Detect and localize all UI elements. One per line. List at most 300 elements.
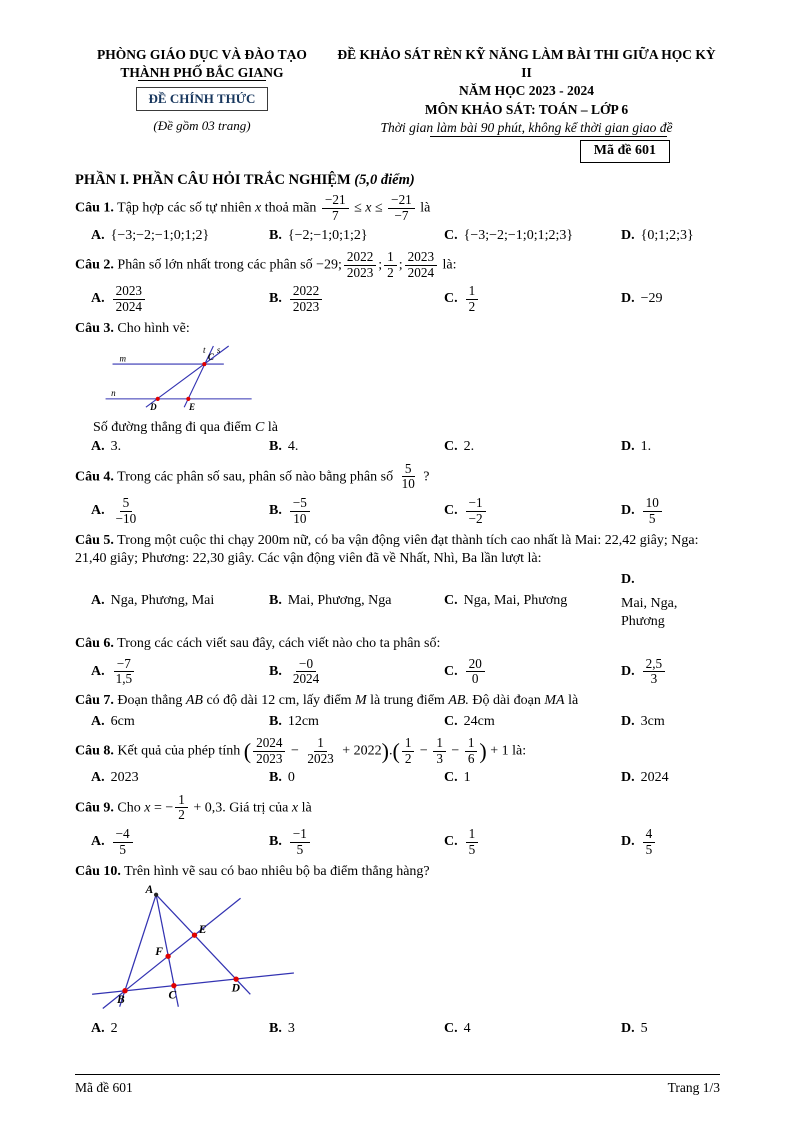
- fraction: [433, 736, 446, 767]
- numerator: 20: [466, 657, 485, 673]
- option-letter: C.: [444, 592, 458, 608]
- question-1-options: [75, 227, 720, 245]
- option-a: [91, 1020, 269, 1038]
- option-text: 2023: [110, 770, 139, 786]
- denominator: 5: [645, 841, 653, 857]
- left-paren: (: [243, 738, 252, 764]
- stem-text: là:: [442, 257, 457, 273]
- question-1-stem: [75, 192, 720, 225]
- stem-text: thoả mãn: [264, 200, 317, 216]
- option-letter: D.: [621, 291, 635, 307]
- point-d-label: D: [231, 982, 241, 995]
- section-title: [75, 172, 720, 189]
- numerator: 2022: [344, 250, 376, 266]
- point-d-label: D: [150, 402, 157, 413]
- fraction: [304, 736, 336, 767]
- question-label: Câu 9.: [75, 800, 114, 816]
- option-text: 12cm: [287, 713, 319, 729]
- option-b: [269, 826, 444, 859]
- stem-text: Độ dài đoạn: [472, 693, 541, 709]
- fraction: [322, 193, 349, 224]
- math-op: + 2022: [342, 743, 382, 759]
- stem-text: Phân số lớn nhất trong các phân số −29;: [117, 257, 342, 273]
- option-letter: B.: [269, 503, 282, 519]
- numerator: −0: [296, 657, 316, 673]
- math-var: x: [291, 800, 299, 816]
- denominator: 3: [436, 750, 443, 766]
- option-a: [91, 769, 269, 787]
- document-header: [75, 46, 720, 163]
- math-var: C: [254, 420, 265, 436]
- question-10-options: [75, 1020, 720, 1038]
- denominator: 2023: [307, 750, 334, 766]
- stem-text: là: [568, 693, 579, 709]
- option-letter: D.: [621, 834, 635, 850]
- option-text: 2024: [640, 770, 669, 786]
- denominator: 2023: [346, 264, 374, 280]
- numerator: 1: [402, 736, 415, 752]
- option-c: [444, 656, 621, 689]
- question-10-stem: [75, 863, 720, 881]
- option-b: [269, 227, 444, 245]
- denominator: 2024: [407, 264, 435, 280]
- point-c-label: C: [207, 352, 214, 363]
- option-b: [269, 592, 444, 610]
- denominator: 2: [387, 264, 394, 280]
- stem-text: Trên hình vẽ sau có bao nhiêu bộ ba điểm thẳng hàng?: [124, 863, 430, 879]
- question-label: Câu 7.: [75, 693, 114, 709]
- fraction: [643, 827, 656, 858]
- math-op: ≤: [354, 200, 362, 216]
- stem-text: Trong một cuộc thi chạy 200m nữ, có ba vận động viên đạt thành tích cao nhất là Mai: 22,42 giây; Nga: 21,40 giây; Phương: 22,30 giây. Các vận động viên đã về Nhất, Nhì, Ba lần lượt là:: [75, 532, 699, 567]
- option-b: [269, 283, 444, 316]
- option-c: [444, 1020, 621, 1038]
- option-letter: B.: [269, 713, 282, 729]
- numerator: 1: [433, 736, 446, 752]
- option-letter: C.: [444, 713, 458, 729]
- option-text: 2.: [463, 439, 475, 455]
- option-letter: D.: [621, 770, 635, 786]
- option-a: [91, 495, 269, 528]
- denominator: 2: [468, 299, 476, 315]
- option-letter: B.: [269, 439, 282, 455]
- exam-body: [75, 192, 720, 1038]
- stem-text: + 0,3. Giá trị của: [193, 800, 289, 816]
- option-d: [621, 826, 720, 859]
- option-a: [91, 826, 269, 859]
- option-letter: A.: [91, 227, 105, 243]
- stem-text: Trong các phân số sau, phân số nào bằng phân số: [117, 469, 394, 485]
- denominator: 1,5: [115, 671, 133, 687]
- numerator: −4: [113, 827, 133, 843]
- exam-title-line1: ĐỀ KHẢO SÁT RÈN KỸ NĂNG LÀM BÀI THI GIỮA HỌC KỲ II: [337, 47, 716, 81]
- question-5: [75, 532, 720, 632]
- fraction: [466, 657, 485, 688]
- separator: ;: [398, 257, 403, 273]
- option-letter: A.: [91, 439, 105, 455]
- page-footer: [75, 1074, 720, 1096]
- stem-text: Cho: [117, 800, 141, 816]
- option-d: [621, 1020, 720, 1038]
- option-text: Mai, Phương, Nga: [287, 592, 392, 608]
- question-label: Câu 8.: [75, 743, 114, 759]
- department-line1: PHÒNG GIÁO DỤC VÀ ĐÀO TẠO: [97, 47, 307, 62]
- question-3-options: [75, 438, 720, 456]
- math-var: x: [144, 800, 151, 816]
- option-c: [444, 495, 621, 528]
- line-m-label: m: [119, 353, 127, 364]
- option-letter: B.: [269, 770, 282, 786]
- question-3-caption: [75, 420, 720, 436]
- option-text: {−2;−1;0;1;2}: [287, 227, 368, 243]
- option-c: [444, 227, 621, 245]
- option-text: 5: [640, 1021, 648, 1037]
- denominator: 2024: [115, 299, 142, 315]
- option-letter: B.: [269, 227, 282, 243]
- numerator: 2024: [253, 736, 285, 752]
- question-6: [75, 635, 720, 688]
- option-d: [621, 438, 720, 456]
- denominator: 10: [401, 476, 415, 492]
- question-8-stem: [75, 735, 720, 768]
- option-d: [621, 495, 720, 528]
- math-op: −: [419, 743, 428, 759]
- option-letter: A.: [91, 713, 105, 729]
- stem-text: Đoạn thẳng: [117, 693, 183, 709]
- option-letter: C.: [444, 834, 458, 850]
- section-points: (5,0 điểm): [354, 171, 415, 188]
- option-letter: D.: [621, 439, 635, 455]
- denominator: −10: [115, 510, 137, 526]
- option-c: [444, 438, 621, 456]
- figure-lines: [106, 346, 252, 407]
- option-letter: C.: [444, 503, 458, 519]
- denominator: 2023: [292, 299, 320, 315]
- numerator: 1: [465, 736, 478, 752]
- fraction: [466, 827, 479, 858]
- option-d: [621, 571, 720, 632]
- option-letter: A.: [91, 770, 105, 786]
- option-text: 4.: [287, 439, 299, 455]
- question-1: [75, 192, 720, 245]
- figure-q10: [85, 884, 720, 1018]
- math-var: MA: [544, 693, 565, 709]
- question-4-options: [75, 495, 720, 528]
- geometry-figure-lines-through-point: [100, 343, 260, 413]
- math-var: AB: [185, 693, 203, 709]
- option-letter: C.: [444, 1021, 458, 1037]
- option-text: 0: [287, 770, 295, 786]
- left-paren: (: [392, 738, 400, 764]
- option-text: −29: [640, 291, 663, 307]
- denominator: 5: [296, 841, 304, 857]
- fraction: [643, 657, 665, 688]
- option-d: [621, 227, 720, 245]
- option-text: 1: [463, 770, 471, 786]
- fraction: [405, 250, 437, 281]
- option-a: [91, 438, 269, 456]
- option-letter: B.: [269, 1021, 282, 1037]
- option-text: 1.: [640, 439, 652, 455]
- geometry-figure-collinear-points: [85, 884, 325, 1013]
- point-b-label: B: [117, 994, 125, 1007]
- option-text: {0;1;2;3}: [640, 227, 694, 243]
- option-letter: A.: [91, 503, 105, 519]
- question-9-options: [75, 826, 720, 859]
- denominator: 2024: [292, 671, 320, 687]
- point-e-label: E: [198, 924, 207, 937]
- stem-text: là: [420, 200, 431, 216]
- option-letter: D.: [621, 571, 635, 587]
- point-f-label: F: [155, 946, 163, 959]
- department-line2: THÀNH PHỐ BẮC GIANG: [75, 64, 329, 82]
- option-text: 3: [287, 1021, 295, 1037]
- question-4: [75, 461, 720, 528]
- denominator: 10: [293, 510, 307, 526]
- official-exam-box: ĐỀ CHÍNH THỨC: [136, 87, 269, 111]
- stem-text: là: [301, 800, 312, 816]
- denominator: 7: [331, 207, 339, 223]
- right-paren: ): [479, 738, 487, 764]
- fraction: [113, 496, 140, 527]
- question-10: [75, 863, 720, 1039]
- line-s-label: s: [216, 345, 221, 356]
- math-var: M: [354, 693, 367, 709]
- fraction: [466, 496, 486, 527]
- option-text: Nga, Mai, Phương: [463, 592, 568, 608]
- fraction: [113, 284, 145, 315]
- question-3-stem: [75, 320, 720, 338]
- option-c: [444, 592, 621, 610]
- option-text: 4: [463, 1021, 471, 1037]
- exam-title-line2: NĂM HỌC 2023 - 2024: [459, 83, 594, 99]
- option-d: [621, 713, 720, 731]
- exam-title-line3: MÔN KHẢO SÁT: TOÁN – LỚP 6: [424, 101, 629, 117]
- fraction: [643, 496, 662, 527]
- option-c: [444, 283, 621, 316]
- denominator: 2: [178, 807, 185, 823]
- numerator: 4: [643, 827, 656, 843]
- option-letter: C.: [444, 291, 458, 307]
- numerator: 5: [402, 462, 415, 478]
- fraction: [175, 793, 188, 824]
- stem-text: Cho hình vẽ:: [117, 320, 190, 336]
- option-d: [621, 769, 720, 787]
- fraction: [290, 284, 322, 315]
- option-letter: C.: [444, 770, 458, 786]
- math-op: −: [451, 743, 460, 759]
- section-title-text: PHẦN I. PHẦN CÂU HỎI TRẮC NGHIỆM: [75, 171, 355, 188]
- denominator: 5: [648, 510, 656, 526]
- stem-text: là trung điểm: [370, 693, 445, 709]
- right-paren: ): [381, 738, 389, 764]
- question-7-options: [75, 713, 720, 731]
- option-letter: A.: [91, 1021, 105, 1037]
- fraction: [399, 462, 418, 493]
- option-letter: A.: [91, 592, 105, 608]
- fraction: [253, 736, 285, 767]
- numerator: −21: [322, 193, 349, 209]
- fraction: [384, 250, 397, 281]
- question-6-options: [75, 656, 720, 689]
- denominator: −7: [394, 207, 409, 223]
- option-letter: B.: [269, 592, 282, 608]
- header-left: [75, 46, 329, 163]
- math-op: ≤: [374, 200, 383, 216]
- denominator: 5: [119, 841, 126, 857]
- numerator: −1: [466, 496, 486, 512]
- fraction: [113, 827, 133, 858]
- question-label: Câu 6.: [75, 636, 114, 652]
- option-b: [269, 713, 444, 731]
- question-2: [75, 249, 720, 316]
- option-letter: C.: [444, 439, 458, 455]
- option-text: 3.: [110, 439, 122, 455]
- exam-code-box: Mã đề 601: [580, 140, 670, 163]
- numerator: 2023: [405, 250, 437, 266]
- option-text: 24cm: [463, 713, 495, 729]
- math-var: AB.: [448, 693, 469, 709]
- question-label: Câu 1.: [75, 200, 114, 216]
- option-letter: D.: [621, 503, 635, 519]
- line-t-label: t: [202, 345, 206, 356]
- denominator: 6: [467, 750, 475, 766]
- question-3: [75, 320, 720, 457]
- line-n-label: n: [111, 388, 116, 399]
- numerator: 1: [466, 284, 479, 300]
- footer-page-number: Trang 1/3: [667, 1080, 720, 1095]
- numerator: 5: [120, 496, 133, 512]
- option-a: [91, 283, 269, 316]
- caption-text: Số đường thẳng đi qua điểm: [93, 420, 252, 436]
- caption-text: là: [267, 420, 278, 436]
- numerator: 2,5: [643, 657, 665, 673]
- question-label: Câu 4.: [75, 469, 114, 485]
- numerator: 1: [384, 250, 397, 266]
- option-letter: D.: [621, 227, 635, 243]
- denominator: 2: [404, 750, 412, 766]
- option-letter: D.: [621, 1021, 635, 1037]
- numerator: −7: [114, 657, 134, 673]
- option-letter: D.: [621, 713, 635, 729]
- option-letter: C.: [444, 663, 458, 679]
- fraction: [290, 496, 310, 527]
- question-label: Câu 2.: [75, 257, 114, 273]
- option-text: 2: [110, 1021, 118, 1037]
- time-note: Thời gian làm bài 90 phút, không kể thời gian giao đề: [333, 119, 720, 137]
- question-label: Câu 3.: [75, 320, 114, 336]
- math-op: −: [290, 743, 299, 759]
- option-b: [269, 438, 444, 456]
- figure-q3: [100, 343, 720, 418]
- option-text: 6cm: [110, 713, 135, 729]
- point-e-label: E: [189, 402, 196, 413]
- option-b: [269, 656, 444, 689]
- math-op: = −: [153, 800, 174, 816]
- stem-text: Tập hợp các số tự nhiên: [117, 200, 252, 216]
- denominator: 0: [471, 671, 479, 687]
- pages-note: (Đề gồm 03 trang): [153, 117, 251, 133]
- option-c: [444, 826, 621, 859]
- option-a: [91, 227, 269, 245]
- option-b: [269, 495, 444, 528]
- fraction: [465, 736, 478, 767]
- option-letter: A.: [91, 291, 105, 307]
- question-7-stem: [75, 692, 720, 710]
- fraction: [290, 657, 322, 688]
- question-9-stem: [75, 792, 720, 825]
- option-letter: D.: [621, 663, 635, 679]
- stem-text: có độ dài 12 cm, lấy điểm: [206, 693, 352, 709]
- numerator: −1: [290, 827, 310, 843]
- option-b: [269, 769, 444, 787]
- stem-text: ?: [423, 469, 430, 485]
- point-a-label: A: [145, 884, 154, 897]
- question-2-options: [75, 283, 720, 316]
- question-7: [75, 692, 720, 731]
- question-9: [75, 792, 720, 859]
- math-var: x: [365, 200, 372, 216]
- math-op: .: [388, 743, 393, 759]
- question-4-stem: [75, 461, 720, 494]
- option-text: Mai, Nga, Phương: [621, 595, 678, 629]
- fraction: [290, 827, 310, 858]
- header-right: [329, 46, 720, 163]
- stem-text: Kết quả của phép tính: [117, 743, 241, 759]
- option-letter: C.: [444, 227, 458, 243]
- numerator: 10: [643, 496, 662, 512]
- numerator: 1: [314, 736, 327, 752]
- option-letter: A.: [91, 834, 105, 850]
- denominator: 5: [468, 841, 476, 857]
- math-var: x: [255, 200, 262, 216]
- fraction: [402, 736, 415, 767]
- stem-text: Trong các cách viết sau đây, cách viết nào cho ta phân số:: [117, 636, 441, 652]
- denominator: 3: [650, 671, 658, 687]
- figure-lines: [92, 895, 294, 1009]
- option-d: [621, 656, 720, 689]
- option-letter: B.: [269, 291, 282, 307]
- numerator: −5: [290, 496, 310, 512]
- option-d: [621, 290, 720, 308]
- option-text: {−3;−2;−1;0;1;2;3}: [463, 227, 574, 243]
- stem-text: + 1 là:: [490, 743, 527, 759]
- question-label: Câu 5.: [75, 532, 114, 548]
- option-text: {−3;−2;−1;0;1;2}: [110, 227, 210, 243]
- fraction: [344, 250, 376, 281]
- question-5-options: [75, 571, 720, 632]
- denominator: 2023: [256, 750, 283, 766]
- question-6-stem: [75, 635, 720, 653]
- question-8: [75, 735, 720, 788]
- numerator: 1: [175, 793, 188, 809]
- question-5-stem: [75, 532, 720, 569]
- denominator: −2: [468, 510, 483, 526]
- numerator: 2023: [113, 284, 145, 300]
- option-text: 3cm: [640, 713, 665, 729]
- option-letter: B.: [269, 834, 282, 850]
- point-c-label: C: [168, 989, 177, 1002]
- option-a: [91, 656, 269, 689]
- option-c: [444, 713, 621, 731]
- option-text: Nga, Phương, Mai: [110, 592, 215, 608]
- option-c: [444, 769, 621, 787]
- question-2-stem: [75, 249, 720, 282]
- option-letter: A.: [91, 663, 105, 679]
- option-letter: B.: [269, 663, 282, 679]
- option-b: [269, 1020, 444, 1038]
- fraction: [466, 284, 479, 315]
